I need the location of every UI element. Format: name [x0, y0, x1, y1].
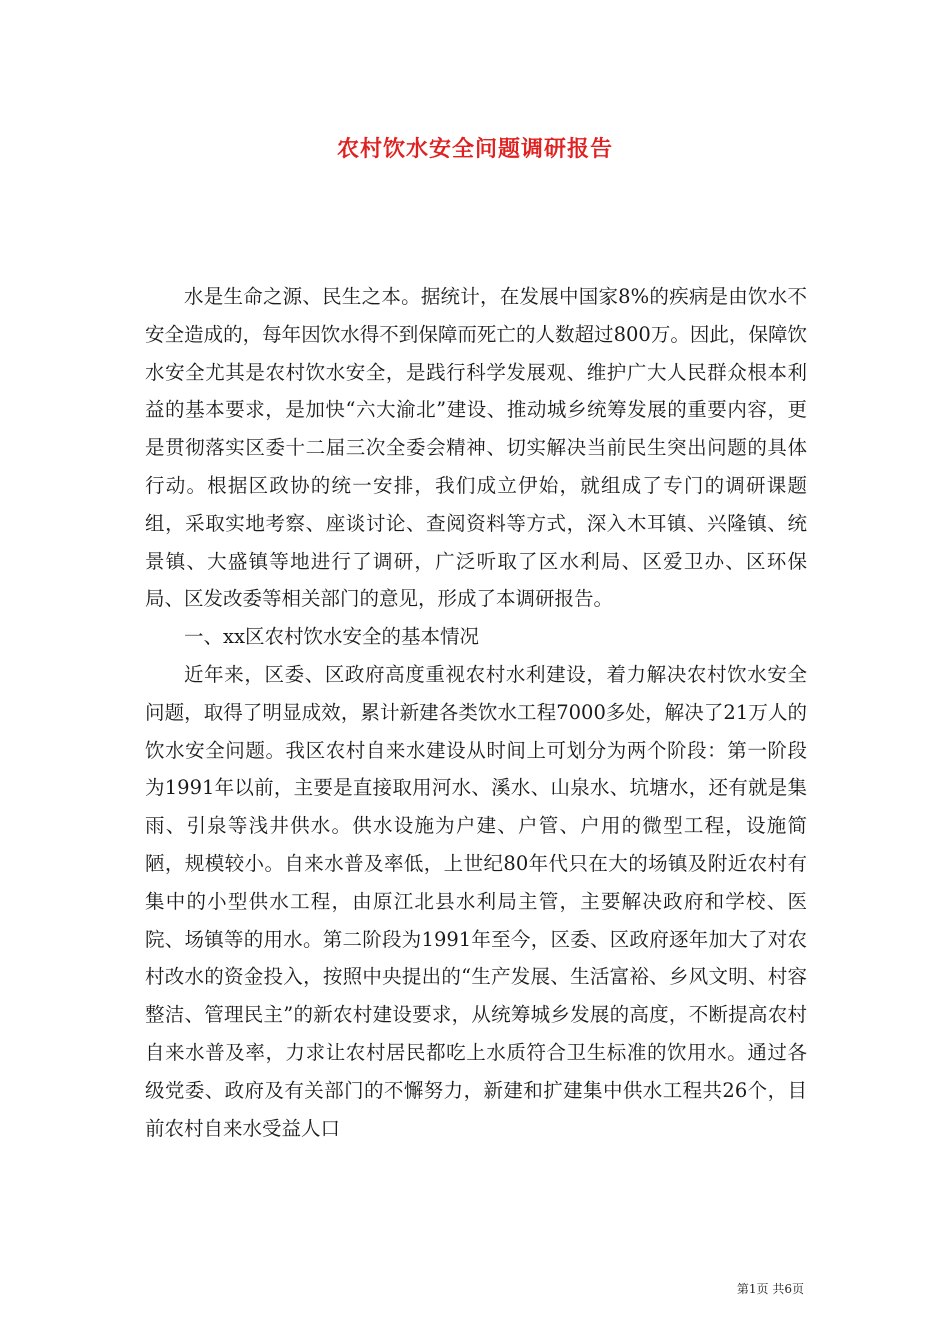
section-heading: 一、xx区农村饮水安全的基本情况	[184, 625, 479, 649]
section-paragraph: 近年来，区委、区政府高度重视农村水利建设，着力解决农村饮水安全问题，取得了明显成效，累计新建各类饮水工程7000多处，解决了21万人的饮水安全问题。我区农村自来水建设从时间上可划分为两个阶段：第一阶段为1991年以前，主要是直接取用河水、溪水、山泉水、坑塘水，还有就是集雨、引泉等浅井供水。供水设施为户建、户管、户用的微型工程，设施简陋，规模较小。自来水普及率低，上世纪80年代只在大的场镇及附近农村有集中的小型供水工程，由原江北县水利局主管，主要解决政府和学校、医院、场镇等的用水。第二阶段为1991年至今，区委、区政府逐年加大了对农村改水的资金投入，按照中央提出的“生产发展、生活富裕、乡风文明、村容整洁、管理民主”的新农村建设要求，从统筹城乡发展的高度，不断提高农村自来水普及率，力求让农村居民都吃上水质符合卫生标准的饮用水。通过各级党委、政府及有关部门的不懈努力，新建和扩建集中供水工程共26个，目前农村自来水受益人口	[145, 662, 807, 1140]
page-title: 农村饮水安全问题调研报告	[336, 136, 613, 162]
document-body	[145, 278, 807, 1147]
intro-paragraph: 水是生命之源、民生之本。据统计，在发展中国家8%的疾病是由饮水不安全造成的，每年因饮水得不到保障而死亡的人数超过800万。因此，保障饮水安全尤其是农村饮水安全，是践行科学发展观、维护广大人民群众根本利益的基本要求，是加快“六大渝北”建设、推动城乡统筹发展的重要内容，更是贯彻落实区委十二届三次全委会精神、切实解决当前民生突出问题的具体行动。根据区政协的统一安排，我们成立伊始，就组成了专门的调研课题组，采取实地考察、座谈讨论、查阅资料等方式，深入木耳镇、兴隆镇、统景镇、大盛镇等地进行了调研，广泛听取了区水利局、区爱卫办、区环保局、区发改委等相关部门的意见，形成了本调研报告。	[145, 285, 807, 611]
page-footer: 第1页 共6页	[736, 1282, 804, 1296]
